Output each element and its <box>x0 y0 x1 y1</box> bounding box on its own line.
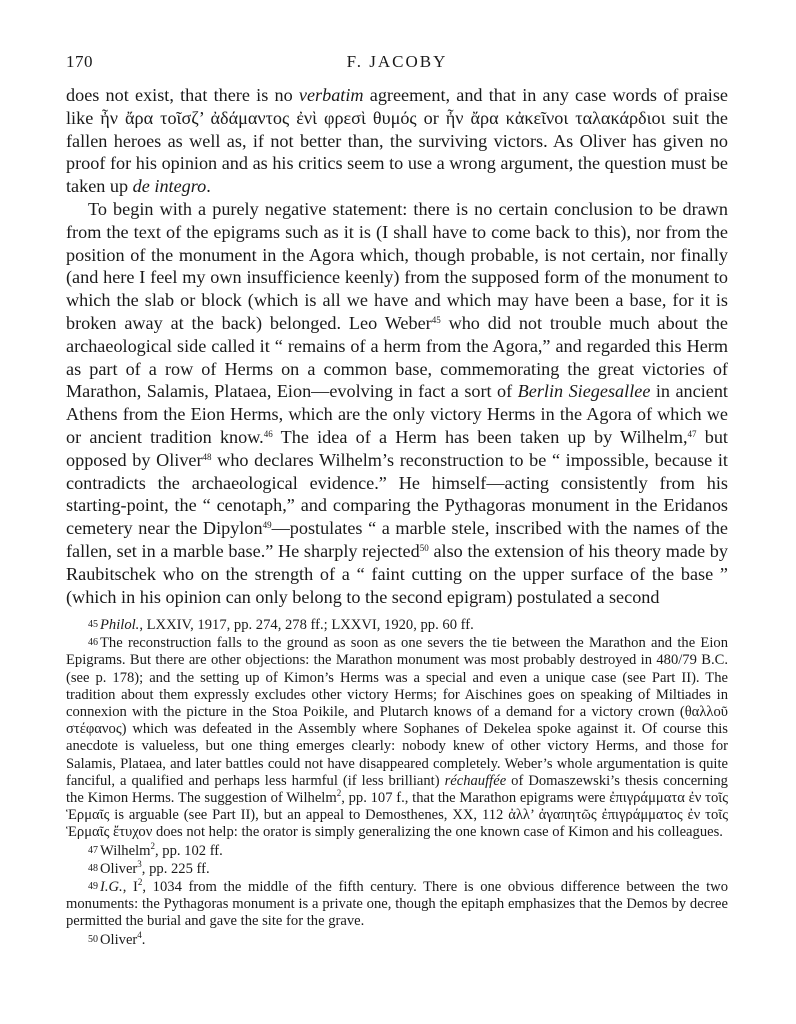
footnote-text <box>100 858 210 877</box>
text-run: does not help: the orator is simply generalizing the one known case of Kimon and his colleagues. <box>152 824 723 841</box>
italic-text: Berlin Siegesallee <box>517 381 651 402</box>
text-run: in ancient Athens from the Eion Herms, which are the only victory Herms in the Agora of which we or ancient tradition know. <box>66 381 728 447</box>
text-run: . <box>206 176 211 197</box>
footnote <box>66 634 728 841</box>
text-run: , 1034 from the middle of the fifth century. There is one obvious difference between the two monuments: the Pythagoras monument is a private one, though the epitaph emphasizes that the Demos by decree permitted the burial and gave the site for the grave. <box>66 879 728 930</box>
superscript: 47 <box>687 428 697 439</box>
paragraph <box>66 84 728 198</box>
superscript: 4 <box>137 929 142 940</box>
footnote-text <box>100 840 223 859</box>
footnote-text <box>100 929 146 948</box>
superscript: 46 <box>263 428 273 439</box>
footnotes <box>66 616 728 949</box>
text-run: Oliver <box>100 860 138 877</box>
text-run: —postulates “ a marble stele, inscribed with the names of the fallen, set in a marble base.” He sharply rejected <box>66 518 728 561</box>
text-run: To begin with a purely negative statement: there is no certain conclusion to be drawn from the text of the epigrams such as it is (I shall have to come back to this), nor from the position of the monument in the Agora which, though probable, is not certain, nor finally (and here I feel my own insufficience keenly) from the supposed form of the monument to which the slab or block (which is all we have and which may have been a base, for it is broken away at the back) belonged. Leo Weber <box>66 198 728 333</box>
footnote-text <box>66 635 728 840</box>
paragraph <box>66 198 728 608</box>
footnote-number: 50 <box>88 933 98 945</box>
text-run: suit the fallen heroes as well as, if not better than, the surviving victors. As Oliver has given no proof for his opinion and as his critics seem to use a wrong argument, the question must be taken up <box>66 107 729 197</box>
footnote-number: 49 <box>88 881 98 893</box>
greek-text: ἦν ἄρα τοῖσζ’ ἀδάμαντος ἐνὶ φρεσὶ θυμός <box>100 107 417 128</box>
italic-text: I.G. <box>100 879 123 896</box>
text-run: agreement, and that in any case words of praise like <box>66 85 728 128</box>
greek-text: ἦν ἄρα κἀκεῖνοι ταλακάρδιοι <box>445 107 666 128</box>
text-run: is arguable (see Part II), but an appeal to Demosthenes, XX, 112 <box>109 807 509 824</box>
text-run: , LXXIV, 1917, pp. 274, 278 ff.; LXXVI, 1920, pp. 60 ff. <box>139 617 474 633</box>
text-run: of Domaszewski’s thesis concerning the Kimon Herms. The suggestion of Wilhelm <box>66 772 728 807</box>
text-run: , pp. 102 ff. <box>154 842 223 859</box>
text-run: or <box>416 107 446 128</box>
greek-text: θαλλοῦ στέφανος <box>66 704 728 738</box>
superscript: 3 <box>137 858 142 869</box>
italic-text: verbatim <box>298 85 364 105</box>
superscript: 2 <box>137 877 143 888</box>
greek-text: ἐπιγράμματα ἐν τοῖς Ἑρμαῖς <box>66 790 728 824</box>
footnote <box>66 878 728 931</box>
italic-text: de integro <box>132 176 207 197</box>
italic-text: réchauffée <box>444 772 507 789</box>
superscript: 2 <box>336 788 342 799</box>
text-run: Wilhelm <box>100 842 151 859</box>
footnote-number: 47 <box>88 844 98 856</box>
footnote <box>66 616 728 634</box>
text-run: , pp. 107 f., that the Marathon epigrams were <box>341 790 610 807</box>
italic-text: Philol. <box>100 617 140 633</box>
footnote-number: 48 <box>88 862 98 874</box>
text-run: also the extension of his theory made by Raubitschek who on the strength of a “ faint cutting on the upper surface of the base ” (which in his opinion can only belong to the second epigram) postulated a second <box>66 540 728 607</box>
superscript: 48 <box>202 451 212 462</box>
greek-text: ἀλλ’ ἀγαπητῶς ἐπιγράμματος ἐν τοῖς Ἑρμαῖς ἔτυχον <box>66 807 728 841</box>
footnote <box>66 860 728 878</box>
text-run: . <box>141 931 146 948</box>
superscript: 49 <box>262 520 272 531</box>
text-run: who did not trouble much about the archaeological side called it “ remains of a herm from the Agora,” and regarded this Herm as part of a row of Herms on a common base, commemorating the great victories of Marathon, Salamis, Plataea, Eion—evolving in fact a sort of <box>66 312 729 402</box>
text-run: The reconstruction falls to the ground as soon as one severs the tie between the Marathon and the Eion Epigrams. But there are other objections: the Marathon monument was most probably destroyed in 480/79 B.C. (see p. 178); and the setting up of Kimon’s Herms was a special and even a unique case (see Part II). The tradition about them expressly excludes other victory Herms; for Aischines goes on speaking of Miltiades in connexion with the picture in the Stoa Poikile, and Plutarch knows of a demand for a victory crown ( <box>66 635 728 721</box>
text-run: , I <box>122 879 138 896</box>
footnote-text <box>100 617 474 633</box>
text-run: ) which was defeated in the Assembly where Sophanes of Dekelea spoke against it. Of course this anecdote is valueless, but one thing emerges clearly: nobody knew of other victory Herms, and those for Salamis, Plataea, and later battles could not have disappeared completely. Weber’s whole argumentation is quite fanciful, a qualified and perhaps less harmful (if less brilliant) <box>66 721 728 789</box>
superscript: 2 <box>150 840 155 851</box>
text-run: but opposed by Oliver <box>66 426 728 470</box>
footnote <box>66 931 728 949</box>
superscript: 50 <box>419 542 429 553</box>
footnote-number: 46 <box>88 637 98 649</box>
text-run: does not exist, that there is no <box>66 85 299 105</box>
footnote <box>66 842 728 860</box>
main-text <box>66 84 728 608</box>
superscript: 45 <box>431 314 441 325</box>
text-run: Oliver <box>100 931 138 948</box>
text-run: , pp. 225 ff. <box>141 860 210 877</box>
text-run: who declares Wilhelm’s reconstruction to be “ impossible, because it contradicts the archaeological evidence.” He himself—acting consistently from his starting-point, the “ cenotaph,” and comparing the Pythagoras monument in the Eridanos cemetery near the Dipylon <box>66 449 728 539</box>
footnote-text <box>66 879 728 929</box>
text-run: The idea of a Herm has been taken up by Wilhelm, <box>272 426 688 447</box>
running-head: F. JACOBY <box>346 52 448 71</box>
page-number: 170 <box>66 52 93 71</box>
footnote-number: 45 <box>88 619 98 630</box>
page-header <box>66 52 728 76</box>
